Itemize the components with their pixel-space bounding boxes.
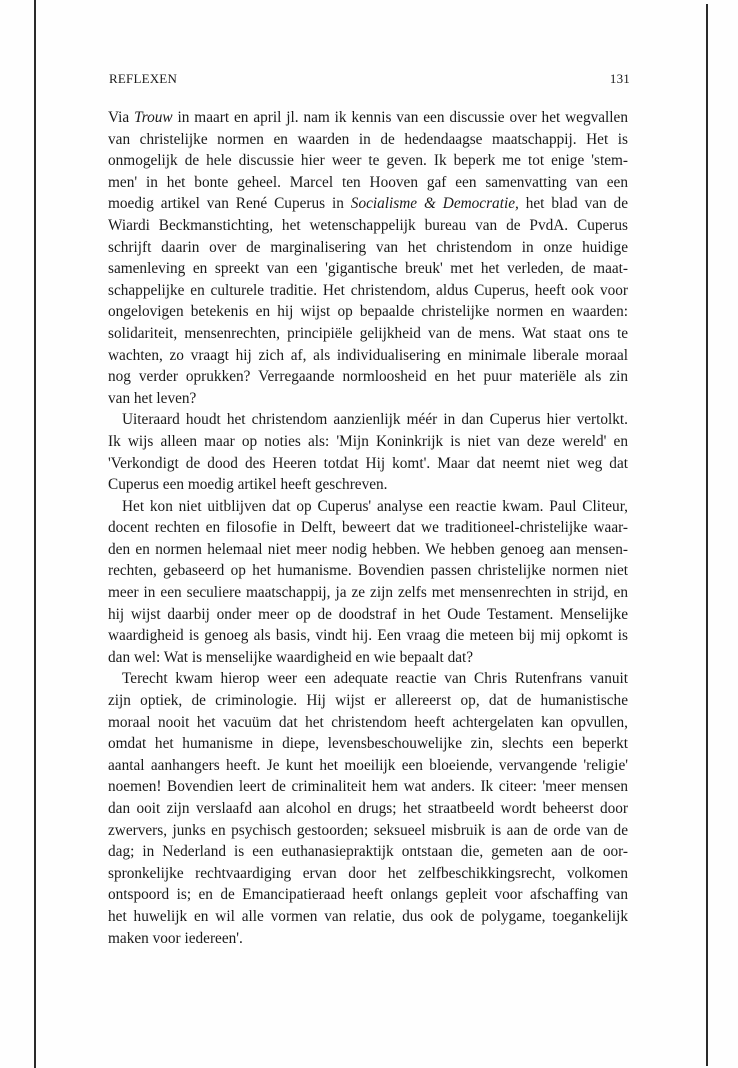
publication-title-socialisme: Socialisme & Democratie, — [350, 195, 519, 213]
publication-title-trouw: Trouw — [134, 109, 173, 126]
text-line: samenleving en spreekt van een 'gigantische breuk' met het verleden, de maat- — [108, 260, 628, 278]
text-line: Uiteraard houdt het christendom aanzienlijk méér in dan Cuperus hier vertolkt. — [122, 411, 628, 429]
text-line: wachten, zo vraagt hij zich af, als individualisering en minimale liberale moraal — [108, 346, 628, 364]
paragraph-1 — [108, 107, 628, 409]
text-line: omdat het humanisme in diepe, levensbeschouwelijke zin, slechts een beperkt — [108, 735, 628, 753]
text-line: spronkelijke rechtvaardiging ervan door het zelfbeschikkingsrecht, volkomen — [108, 864, 628, 882]
page-number: 131 — [609, 71, 630, 86]
page-edge-right-rule — [706, 4, 708, 1066]
text-line: van het leven? — [108, 389, 197, 407]
text-line: noemen! Bovendien leert de criminaliteit hem wat anders. Ik citeer: 'meer mensen — [108, 778, 628, 796]
running-header — [109, 71, 630, 91]
text-line: ontspoord is; en de Emancipatieraad heeft onlangs gepleit voor afschaffing van — [108, 886, 628, 904]
text-line: docent rechten en filosofie in Delft, beweert dat we traditioneel-christelijke waar- — [108, 519, 628, 537]
text-line: dan wel: Wat is menselijke waardigheid en wie bepaalt dat? — [108, 648, 474, 666]
text-line: schappelijke en culturele traditie. Het christendom, aldus Cuperus, heeft ook voor — [108, 281, 628, 299]
text-line: hij wijst daarbij onder meer op de doodstraf in het Oude Testament. Menselijke — [108, 605, 628, 623]
text-line: Terecht kwam hierop weer een adequate reactie van Chris Rutenfrans vanuit — [122, 670, 628, 688]
text-line: Cuperus een moedig artikel heeft geschreven. — [108, 476, 388, 494]
text-line: schrijft daarin over de marginalisering van het christendom in onze huidige — [108, 238, 628, 256]
text-line: aantal aanhangers heeft. Je kunt het moeilijk een bloeiende, vervangende 'religie' — [108, 756, 628, 774]
text-line: men' in het bonte geheel. Marcel ten Hooven gaf een samenvatting van een — [108, 173, 628, 191]
paragraph-3 — [108, 496, 628, 669]
text-line: zwervers, junks en psychisch gestoorden; seksueel misbruik is aan de orde van de — [108, 821, 628, 839]
text-line: maken voor iedereen'. — [108, 929, 243, 947]
text-line: zijn optiek, de criminologie. Hij wijst er allereerst op, dat de humanistische — [108, 692, 628, 710]
text-line: rechten, gebaseerd op het humanisme. Bovendien passen christelijke normen niet — [108, 562, 628, 580]
text-line: onmogelijk de hele discussie hier weer te geven. Ik beperk me tot enige 'stem- — [108, 152, 628, 170]
text-line: moedig artikel van René Cuperus in Socialisme & Democratie, het blad van de — [108, 195, 628, 213]
text-line: Ik wijs alleen maar op noties als: 'Mijn Koninkrijk is niet van deze wereld' en — [108, 432, 628, 450]
page-edge-left-rule — [34, 0, 36, 1068]
text-line: Het kon niet uitblijven dat op Cuperus' analyse een reactie kwam. Paul Cliteur, — [122, 497, 628, 515]
text-line: meer in een seculiere maatschappij, ja ze zijn zelfs met mensenrechten in strijd, en — [108, 584, 628, 602]
paragraph-4 — [108, 668, 628, 949]
text-line: Via Trouw in maart en april jl. nam ik kennis van een discussie over het wegvallen — [108, 109, 628, 126]
text-line: Wiardi Beckmanstichting, het wetenschappelijk bureau van de PvdA. Cuperus — [108, 216, 628, 234]
text-line: dag; in Nederland is een euthanasiepraktijk ontstaan die, gemeten aan de oor- — [108, 843, 628, 861]
text-line: solidariteit, mensenrechten, principiële gelijkheid van de mens. Wat staat ons te — [108, 324, 628, 342]
text-line: moraal nooit het vacuüm dat het christendom heeft achtergelaten kan opvullen, — [108, 713, 628, 731]
text-line: dan ooit zijn verslaafd aan alcohol en drugs; het straatbeeld wordt beheerst door — [108, 800, 628, 817]
text-line: het huwelijk en wil alle vormen van relatie, dus ook de polygame, toegankelijk — [108, 907, 628, 925]
paragraph-2 — [108, 409, 628, 495]
running-head-title: REFLEXEN — [109, 71, 178, 86]
text-line: ongelovigen betekenis en hij wijst op bepaalde christelijke normen en waarden: — [108, 303, 628, 321]
text-line: 'Verkondigt de dood des Heeren totdat Hij komt'. Maar dat neemt niet weg dat — [108, 454, 628, 472]
text-line: den en normen helemaal niet meer nodig hebben. We hebben genoeg aan mensen- — [108, 540, 628, 558]
text-line: nog verder oprukken? Verregaande normloosheid en het puur materiële als zin — [108, 368, 628, 386]
body-text — [108, 107, 628, 949]
text-line: waardigheid is genoeg als basis, vindt hij. Een vraag die meteen bij mij opkomt is — [108, 627, 628, 645]
text-line: van christelijke normen en waarden in de hedendaagse maatschappij. Het is — [108, 130, 628, 148]
